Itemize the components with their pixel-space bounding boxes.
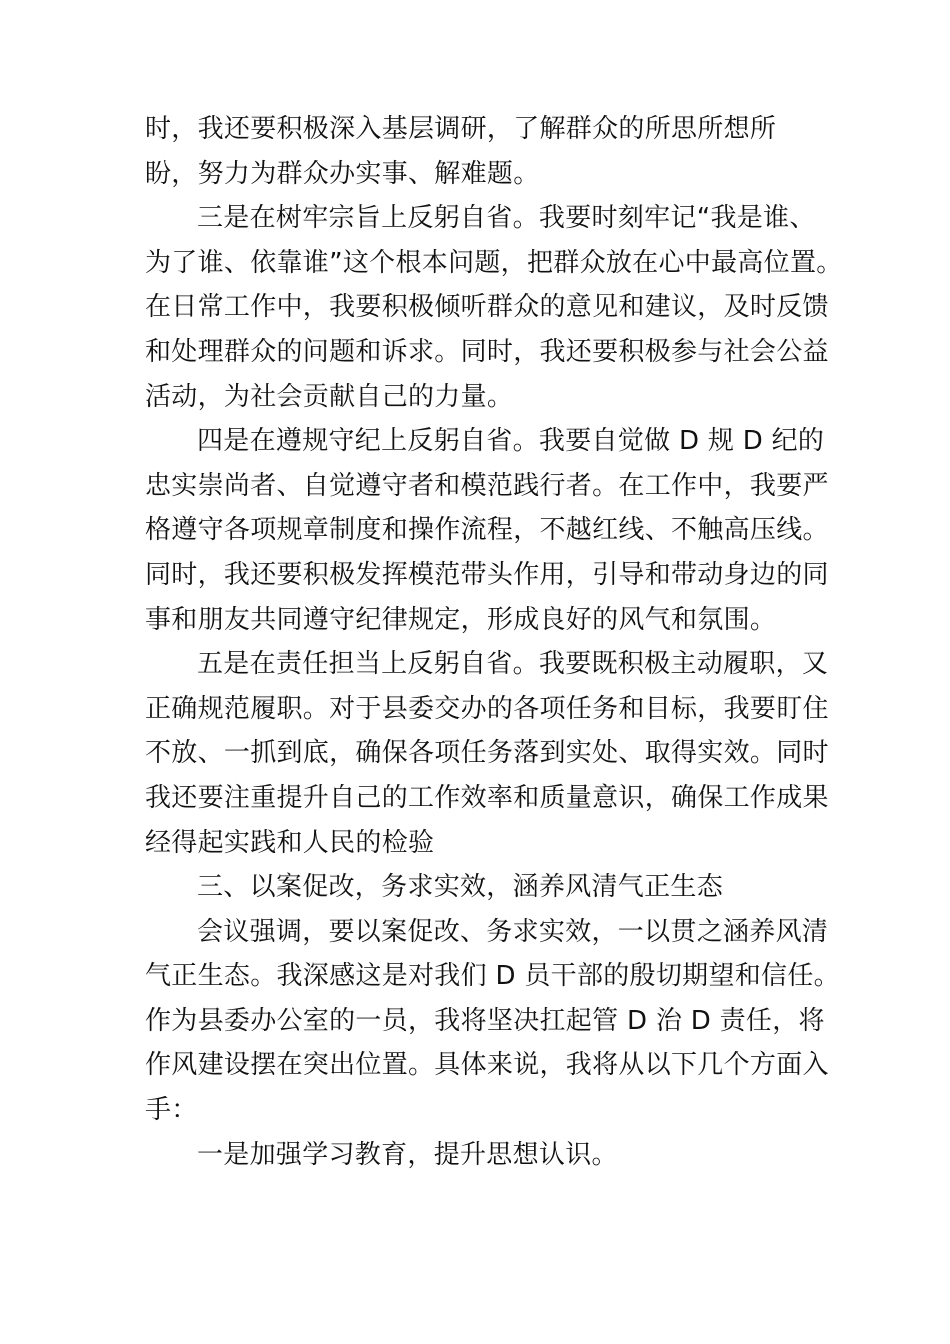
text-line: 气正生态。我深感这是对我们 D 员干部的殷切期望和信任。 bbox=[145, 961, 840, 992]
text-line: 不放、一抓到底，确保各项任务落到实处、取得实效。同时 bbox=[145, 738, 829, 769]
section-heading: 三、以案促改，务求实效，涵养风清气正生态 bbox=[197, 872, 724, 903]
text-line: 时，我还要积极深入基层调研，了解群众的所思所想所 bbox=[145, 114, 777, 144]
text-line: 事和朋友共同遵守纪律规定，形成良好的风气和氛围。 bbox=[145, 604, 777, 635]
text-line: 为了谁、依靠谁”这个根本问题，把群众放在心中最高位置。 bbox=[145, 247, 843, 278]
text-line: 盼，努力为群众办实事、解难题。 bbox=[145, 158, 540, 189]
document-body bbox=[145, 107, 843, 1177]
paragraph-start-line: 五是在责任担当上反躬自省。我要既积极主动履职，又 bbox=[197, 649, 829, 680]
text-line: 正确规范履职。对于县委交办的各项任务和目标，我要盯住 bbox=[145, 693, 829, 724]
text-line: 同时，我还要积极发挥模范带头作用，引导和带动身边的同 bbox=[145, 559, 829, 590]
text-line: 手： bbox=[145, 1095, 198, 1126]
text-line: 作为县委办公室的一员，我将坚决扛起管 D 治 D 责任，将 bbox=[145, 1005, 825, 1036]
text-line: 经得起实践和人民的检验 bbox=[145, 827, 435, 858]
paragraph-start-line: 一是加强学习教育，提升思想认识。 bbox=[197, 1139, 618, 1170]
text-line: 忠实崇尚者、自觉遵守者和模范践行者。在工作中，我要严 bbox=[145, 470, 829, 501]
text-line: 作风建设摆在突出位置。具体来说，我将从以下几个方面入 bbox=[145, 1050, 829, 1081]
text-line: 活动，为社会贡献自己的力量。 bbox=[145, 381, 514, 412]
text-line: 格遵守各项规章制度和操作流程，不越红线、不触高压线。 bbox=[145, 515, 829, 546]
paragraph-start-line: 三是在树牢宗旨上反躬自省。我要时刻牢记“我是谁、 bbox=[197, 203, 816, 234]
paragraph-start-line: 四是在遵规守纪上反躬自省。我要自觉做 D 规 D 纪的 bbox=[197, 426, 825, 457]
text-line: 和处理群众的问题和诉求。同时，我还要积极参与社会公益 bbox=[145, 336, 829, 367]
paragraph-start-line: 会议强调，要以案促改、务求实效，一以贯之涵养风清 bbox=[197, 916, 829, 947]
text-line: 在日常工作中，我要积极倾听群众的意见和建议，及时反馈 bbox=[145, 292, 829, 323]
text-line: 我还要注重提升自己的工作效率和质量意识，确保工作成果 bbox=[145, 782, 829, 813]
